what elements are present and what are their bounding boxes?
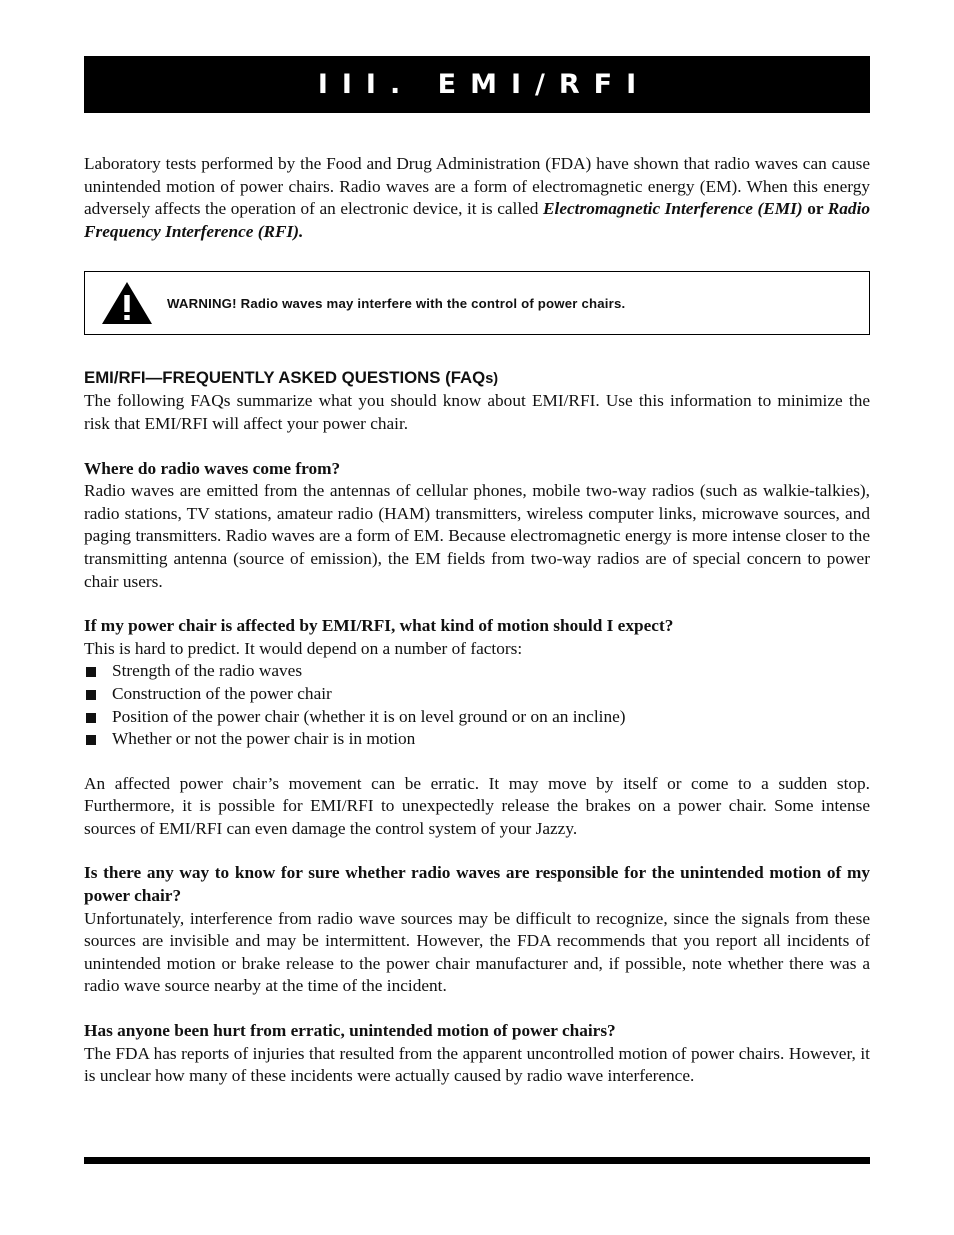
factor-list (84, 660, 870, 750)
faq-heading (84, 367, 870, 390)
intro-text: Laboratory tests performed by the Food and Drug Administration (FDA) have shown that radio waves can cause unintended motion of power chairs. Radio waves are a form of electromagnetic energy (EM). When this energy adversely affects the operation of an electronic device, it is called (84, 154, 870, 219)
factor-text: Strength of the radio waves (112, 661, 303, 681)
square-bullet-icon (86, 735, 96, 745)
faq-heading-suffix: s) (485, 371, 499, 388)
list-item (84, 706, 870, 729)
square-bullet-icon (86, 690, 96, 700)
intro-joiner: or (802, 199, 828, 219)
faq-question-2: If my power chair is affected by EMI/RFI, what kind of motion should I expect? (84, 616, 674, 636)
faq-question-1: Where do radio waves come from? (84, 458, 341, 478)
intro-term-rfi: Radio Frequency Interference (RFI). (84, 199, 871, 241)
intro-paragraph (84, 153, 870, 243)
square-bullet-icon (86, 667, 96, 677)
faq-question-4: Has anyone been hurt from erratic, unintended motion of power chairs? (84, 1021, 616, 1041)
faq-intro: The following FAQs summarize what you should know about EMI/RFI. Use this information to minimize the risk that EMI/RFI will affect your power chair. (84, 391, 870, 433)
intro-term-emi: Electromagnetic Interference (EMI) (543, 199, 803, 219)
footer-rule (84, 1157, 870, 1164)
page-content (84, 56, 870, 1088)
faq-answer-2-lead: This is hard to predict. It would depend on a number of factors: (84, 638, 523, 658)
warning-triangle-icon (101, 281, 153, 325)
warning-text: WARNING! Radio waves may interfere with the control of power chairs. (167, 295, 626, 311)
warning-box (84, 271, 870, 335)
factor-text: Construction of the power chair (112, 683, 332, 703)
section-title-bar (84, 56, 870, 113)
factor-text: Position of the power chair (whether it is on level ground or on an incline) (112, 706, 626, 726)
faq-question-3: Is there any way to know for sure whether radio waves are responsible for the unintended motion of my power chair? (84, 863, 870, 906)
list-item (84, 660, 870, 683)
faq-heading-main: EMI/RFI—FREQUENTLY ASKED QUESTIONS (FAQ (84, 368, 486, 388)
list-item (84, 728, 870, 751)
list-item (84, 683, 870, 706)
faq-answer-3: Unfortunately, interference from radio wave sources may be difficult to recognize, since the signals from these sources are invisible and may be intermittent. However, the FDA recommends that you report all incidents of unintended motion or brake release to the power chair manufacturer and, if possible, note whether there was a radio wave source nearby at the time of the incident. (84, 908, 870, 996)
faq-answer-2-followup: An affected power chair’s movement can be erratic. It may move by itself or come to a sudden stop. Furthermore, it is possible for EMI/RFI to unexpectedly release the brakes on a power chair. Some intense sources of EMI/RFI can even damage the control system of your Jazzy. (84, 773, 870, 838)
section-title: III. EMI/RFI (317, 69, 651, 100)
factor-text: Whether or not the power chair is in motion (112, 729, 416, 749)
faq-answer-1: Radio waves are emitted from the antennas of cellular phones, mobile two-way radios (such as walkie-talkies), radio stations, TV stations, amateur radio (HAM) transmitters, wireless computer links, microwave sources, and paging transmitters. Radio waves are a form of EM. Because electromagnetic energy is more intense closer to the transmitting antenna (source of emission), the EM fields from two-way radios are of special concern to power chair users. (84, 481, 870, 591)
square-bullet-icon (86, 713, 96, 723)
faq-answer-4: The FDA has reports of injuries that resulted from the apparent uncontrolled motion of power chairs. However, it is unclear how many of these incidents were actually caused by radio wave interference. (84, 1043, 870, 1086)
